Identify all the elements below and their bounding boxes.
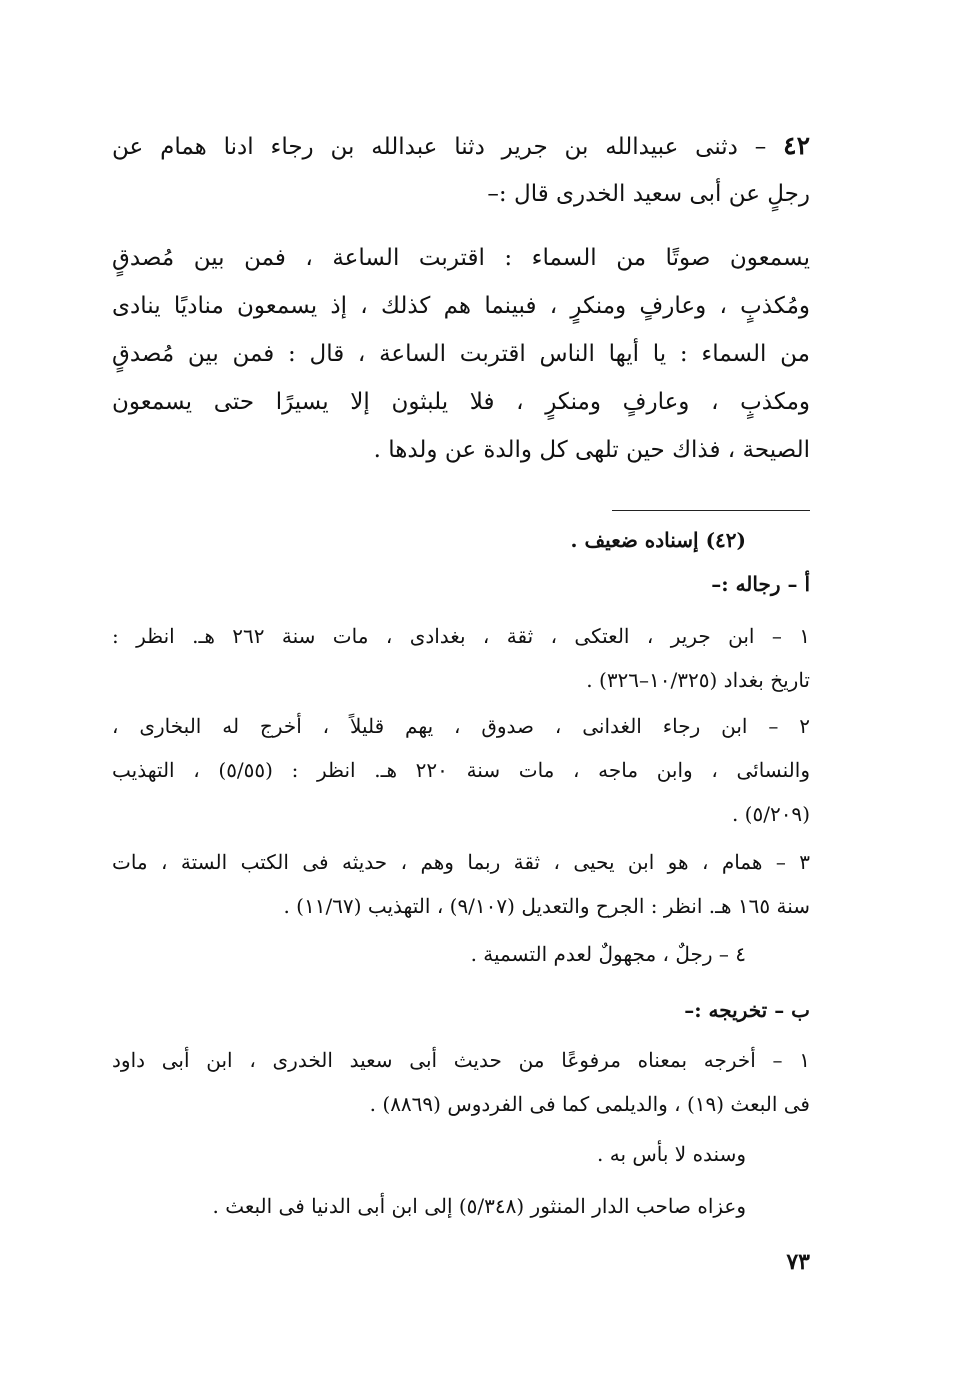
section-takhrij-heading: ب – تخريجه :– bbox=[684, 998, 810, 1022]
page-number: ٧٣ bbox=[786, 1249, 810, 1275]
isnad-line: ٤٢ – دثنى عبيدالله بن جرير دثنا عبدالله بن رجاء ادنا همام عن bbox=[112, 131, 810, 160]
rijal-item: ٤ – رجلٌ ، مجهولٌ لعدم التسمية . bbox=[470, 942, 746, 966]
matn-line: الصيحة ، فذاك حين تلهى كل والدة عن ولدها . bbox=[373, 437, 810, 463]
sanad-note: وسنده لا بأس به . bbox=[597, 1142, 746, 1166]
azw-note: وعزاه صاحب الدار المنثور (٥/٣٤٨) إلى ابن أبى الدنيا فى البعث . bbox=[212, 1194, 746, 1218]
isnad-line: رجلٍ عن أبى سعيد الخدرى قال :– bbox=[487, 181, 810, 207]
matn-line: يسمعون صوتًا من السماء : اقتربت الساعة ، فمن بين مُصدقٍ bbox=[112, 245, 810, 271]
matn-line: من السماء : يا أيها الناس اقتربت الساعة ، قال : فمن بين مُصدقٍ bbox=[112, 341, 810, 367]
rijal-item: ٢ – ابن رجاء الغدانى ، صدوق ، يهم قليلاً ، أخرج له البخارى ، والنسائى ، وابن ماجه ، مات سنة ٢٢٠ هـ. انظر : (٥/٥٥) ، التهذيب (٥/٢٠٩) . bbox=[112, 714, 810, 826]
matn-line: ومُكذبٍ ، وعارفٍ ومنكرٍ ، فبينما هم كذلك ، إذ يسمعون مناديًا ينادى bbox=[112, 293, 810, 319]
hadith-number: ٤٢ bbox=[783, 131, 810, 160]
section-rijal-heading: أ – رجاله :– bbox=[711, 572, 810, 596]
rijal-item: ٣ – همام ، هو ابن يحيى ، ثقة ربما وهم ، حديثه فى الكتب الستة ، مات سنة ١٦٥ هـ. انظر : الجرح والتعديل (٩/١٠٧) ، التهذيب (١١/٦٧) . bbox=[112, 850, 810, 918]
hadith-isnad bbox=[112, 122, 810, 218]
matn-line: ومكذبٍ ، وعارفٍ ومنكرٍ ، فلا يلبثون إلا يسيرًا حتى يسمعون bbox=[112, 389, 810, 415]
footnote-separator bbox=[612, 510, 810, 511]
rijal-item: ١ – ابن جرير ، العتكى ، ثقة ، بغدادى ، مات سنة ٢٦٢ هـ. انظر : تاريخ بغداد (١٠/٣٢٥–٣٢٦) . bbox=[112, 624, 810, 692]
hadith-matn bbox=[112, 234, 810, 474]
takhrij-item: ١ – أخرجه بمعناه مرفوعًا من حديث أبى سعيد الخدرى ، ابن أبى داود فى البعث (١٩) ، والديلمى كما فى الفردوس (٨٨٦٩) . bbox=[112, 1048, 810, 1116]
footnote-heading: (٤٢) إسناده ضعيف . bbox=[570, 528, 746, 552]
